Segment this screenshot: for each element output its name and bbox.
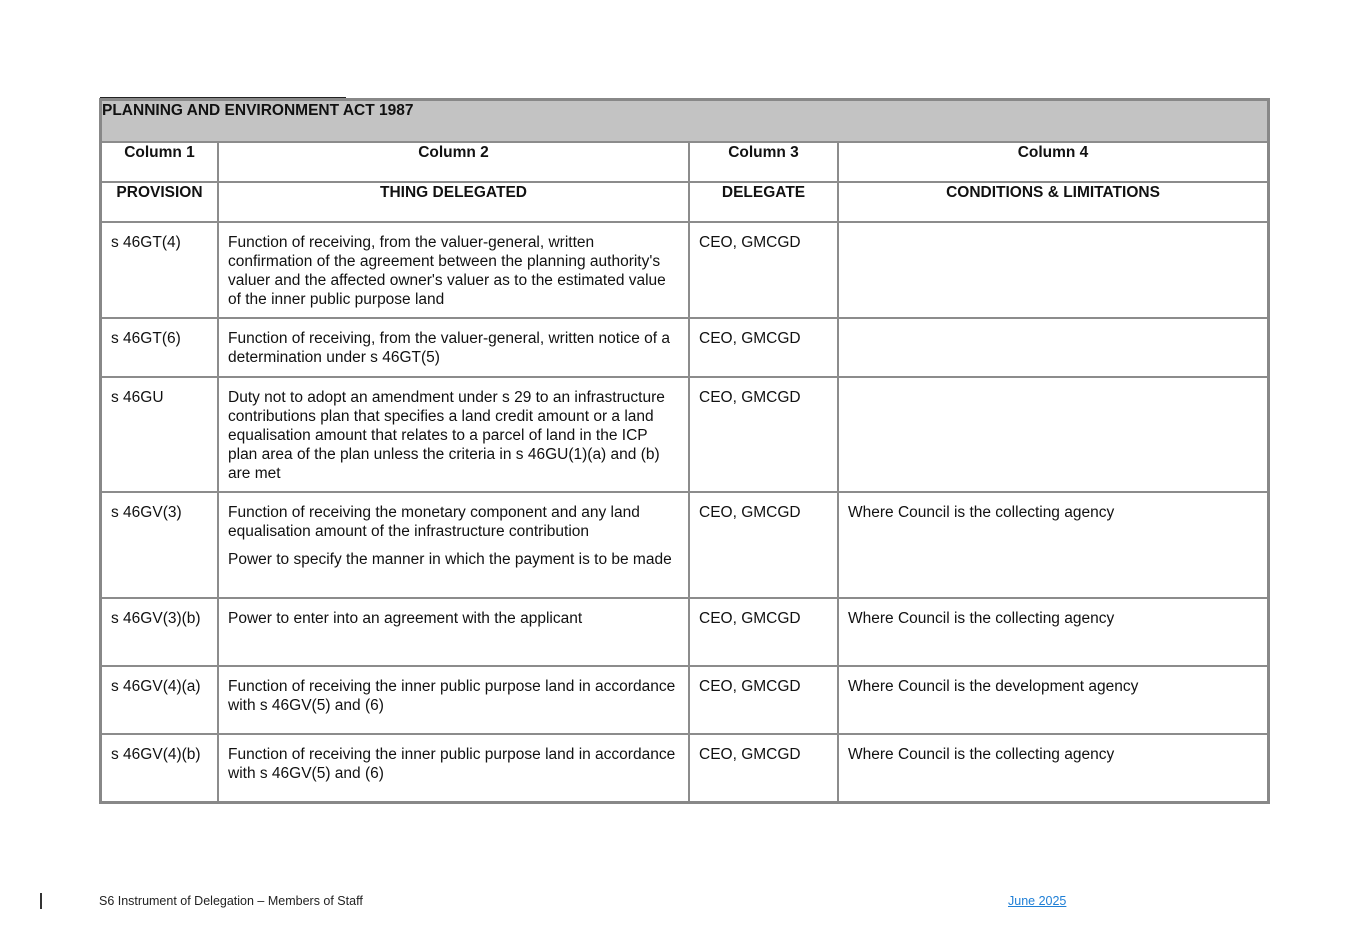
change-bar bbox=[40, 893, 42, 909]
footer-date-link[interactable]: June 2025 bbox=[1008, 894, 1067, 908]
conditions-cell bbox=[839, 378, 1267, 396]
conditions-cell: Where Council is the collecting agency bbox=[848, 610, 1115, 627]
provision-cell: s 46GV(3) bbox=[111, 504, 182, 521]
column-number-2: Column 2 bbox=[218, 142, 689, 182]
column-header-conditions: CONDITIONS & LIMITATIONS bbox=[838, 182, 1269, 222]
thing-delegated-text: Function of receiving, from the valuer-general, written notice of a determination under s 46GT(5) bbox=[228, 330, 670, 366]
thing-delegated-text: Function of receiving the inner public purpose land in accordance with s 46GV(5) and (6) bbox=[228, 678, 676, 714]
conditions-cell bbox=[839, 319, 1267, 337]
thing-delegated-text: Function of receiving the inner public purpose land in accordance with s 46GV(5) and (6) bbox=[228, 746, 676, 782]
conditions-cell: Where Council is the development agency bbox=[848, 678, 1139, 695]
delegate-cell: CEO, GMCGD bbox=[699, 610, 801, 627]
delegate-cell: CEO, GMCGD bbox=[699, 389, 801, 406]
conditions-cell: Where Council is the collecting agency bbox=[848, 504, 1115, 521]
footer-document-title: S6 Instrument of Delegation – Members of Staff bbox=[99, 894, 363, 908]
thing-delegated-text: Duty not to adopt an amendment under s 29 to an infrastructure contributions plan that specifies a land credit amount or a land equalisation amount that relates to a parcel of land in the ICP plan area of the plan unless the criteria in s 46GU(1)(a) and (b) are met bbox=[228, 389, 665, 482]
table-row bbox=[101, 377, 1269, 492]
delegate-cell: CEO, GMCGD bbox=[699, 234, 801, 251]
thing-delegated-cell bbox=[219, 667, 688, 723]
thing-delegated-cell bbox=[219, 378, 688, 491]
column-number-1: Column 1 bbox=[101, 142, 219, 182]
provision-cell: s 46GU bbox=[111, 389, 164, 406]
thing-delegated-cell bbox=[219, 735, 688, 791]
column-header-provision: PROVISION bbox=[101, 182, 219, 222]
table-row bbox=[101, 318, 1269, 377]
provision-cell: s 46GV(3)(b) bbox=[111, 610, 201, 627]
column-number-4: Column 4 bbox=[838, 142, 1269, 182]
column-header-delegate: DELEGATE bbox=[689, 182, 838, 222]
thing-delegated-cell bbox=[219, 493, 688, 577]
table-title-row bbox=[101, 100, 1269, 143]
thing-delegated-cell bbox=[219, 319, 688, 375]
thing-delegated-text: Function of receiving, from the valuer-general, written confirmation of the agreement between the planning authority's valuer and the affected owner's valuer as to the estimated value of the inner public purpose land bbox=[228, 234, 666, 308]
table-title: PLANNING AND ENVIRONMENT ACT 1987 bbox=[101, 100, 1269, 143]
thing-delegated-cell bbox=[219, 223, 688, 317]
column-number-3: Column 3 bbox=[689, 142, 838, 182]
thing-delegated-cell bbox=[219, 599, 688, 636]
thing-delegated-text: Function of receiving the monetary component and any land equalisation amount of the infrastructure contribution bbox=[228, 504, 640, 540]
table-row bbox=[101, 492, 1269, 598]
column-header-row bbox=[101, 182, 1269, 222]
delegate-cell: CEO, GMCGD bbox=[699, 678, 801, 695]
delegate-cell: CEO, GMCGD bbox=[699, 746, 801, 763]
delegate-cell: CEO, GMCGD bbox=[699, 330, 801, 347]
provision-cell: s 46GT(4) bbox=[111, 234, 181, 251]
table-row bbox=[101, 222, 1269, 318]
thing-delegated-text: Power to specify the manner in which the payment is to be made bbox=[228, 551, 672, 568]
conditions-cell: Where Council is the collecting agency bbox=[848, 746, 1115, 763]
column-number-row bbox=[101, 142, 1269, 182]
table-row bbox=[101, 666, 1269, 734]
column-header-thing-delegated: THING DELEGATED bbox=[218, 182, 689, 222]
provision-cell: s 46GT(6) bbox=[111, 330, 181, 347]
thing-delegated-text: Power to enter into an agreement with the applicant bbox=[228, 610, 583, 627]
provision-cell: s 46GV(4)(a) bbox=[111, 678, 201, 695]
provision-cell: s 46GV(4)(b) bbox=[111, 746, 201, 763]
table-row bbox=[101, 598, 1269, 666]
conditions-cell bbox=[839, 223, 1267, 241]
delegate-cell: CEO, GMCGD bbox=[699, 504, 801, 521]
table-row bbox=[101, 734, 1269, 802]
delegation-table bbox=[99, 98, 1270, 804]
